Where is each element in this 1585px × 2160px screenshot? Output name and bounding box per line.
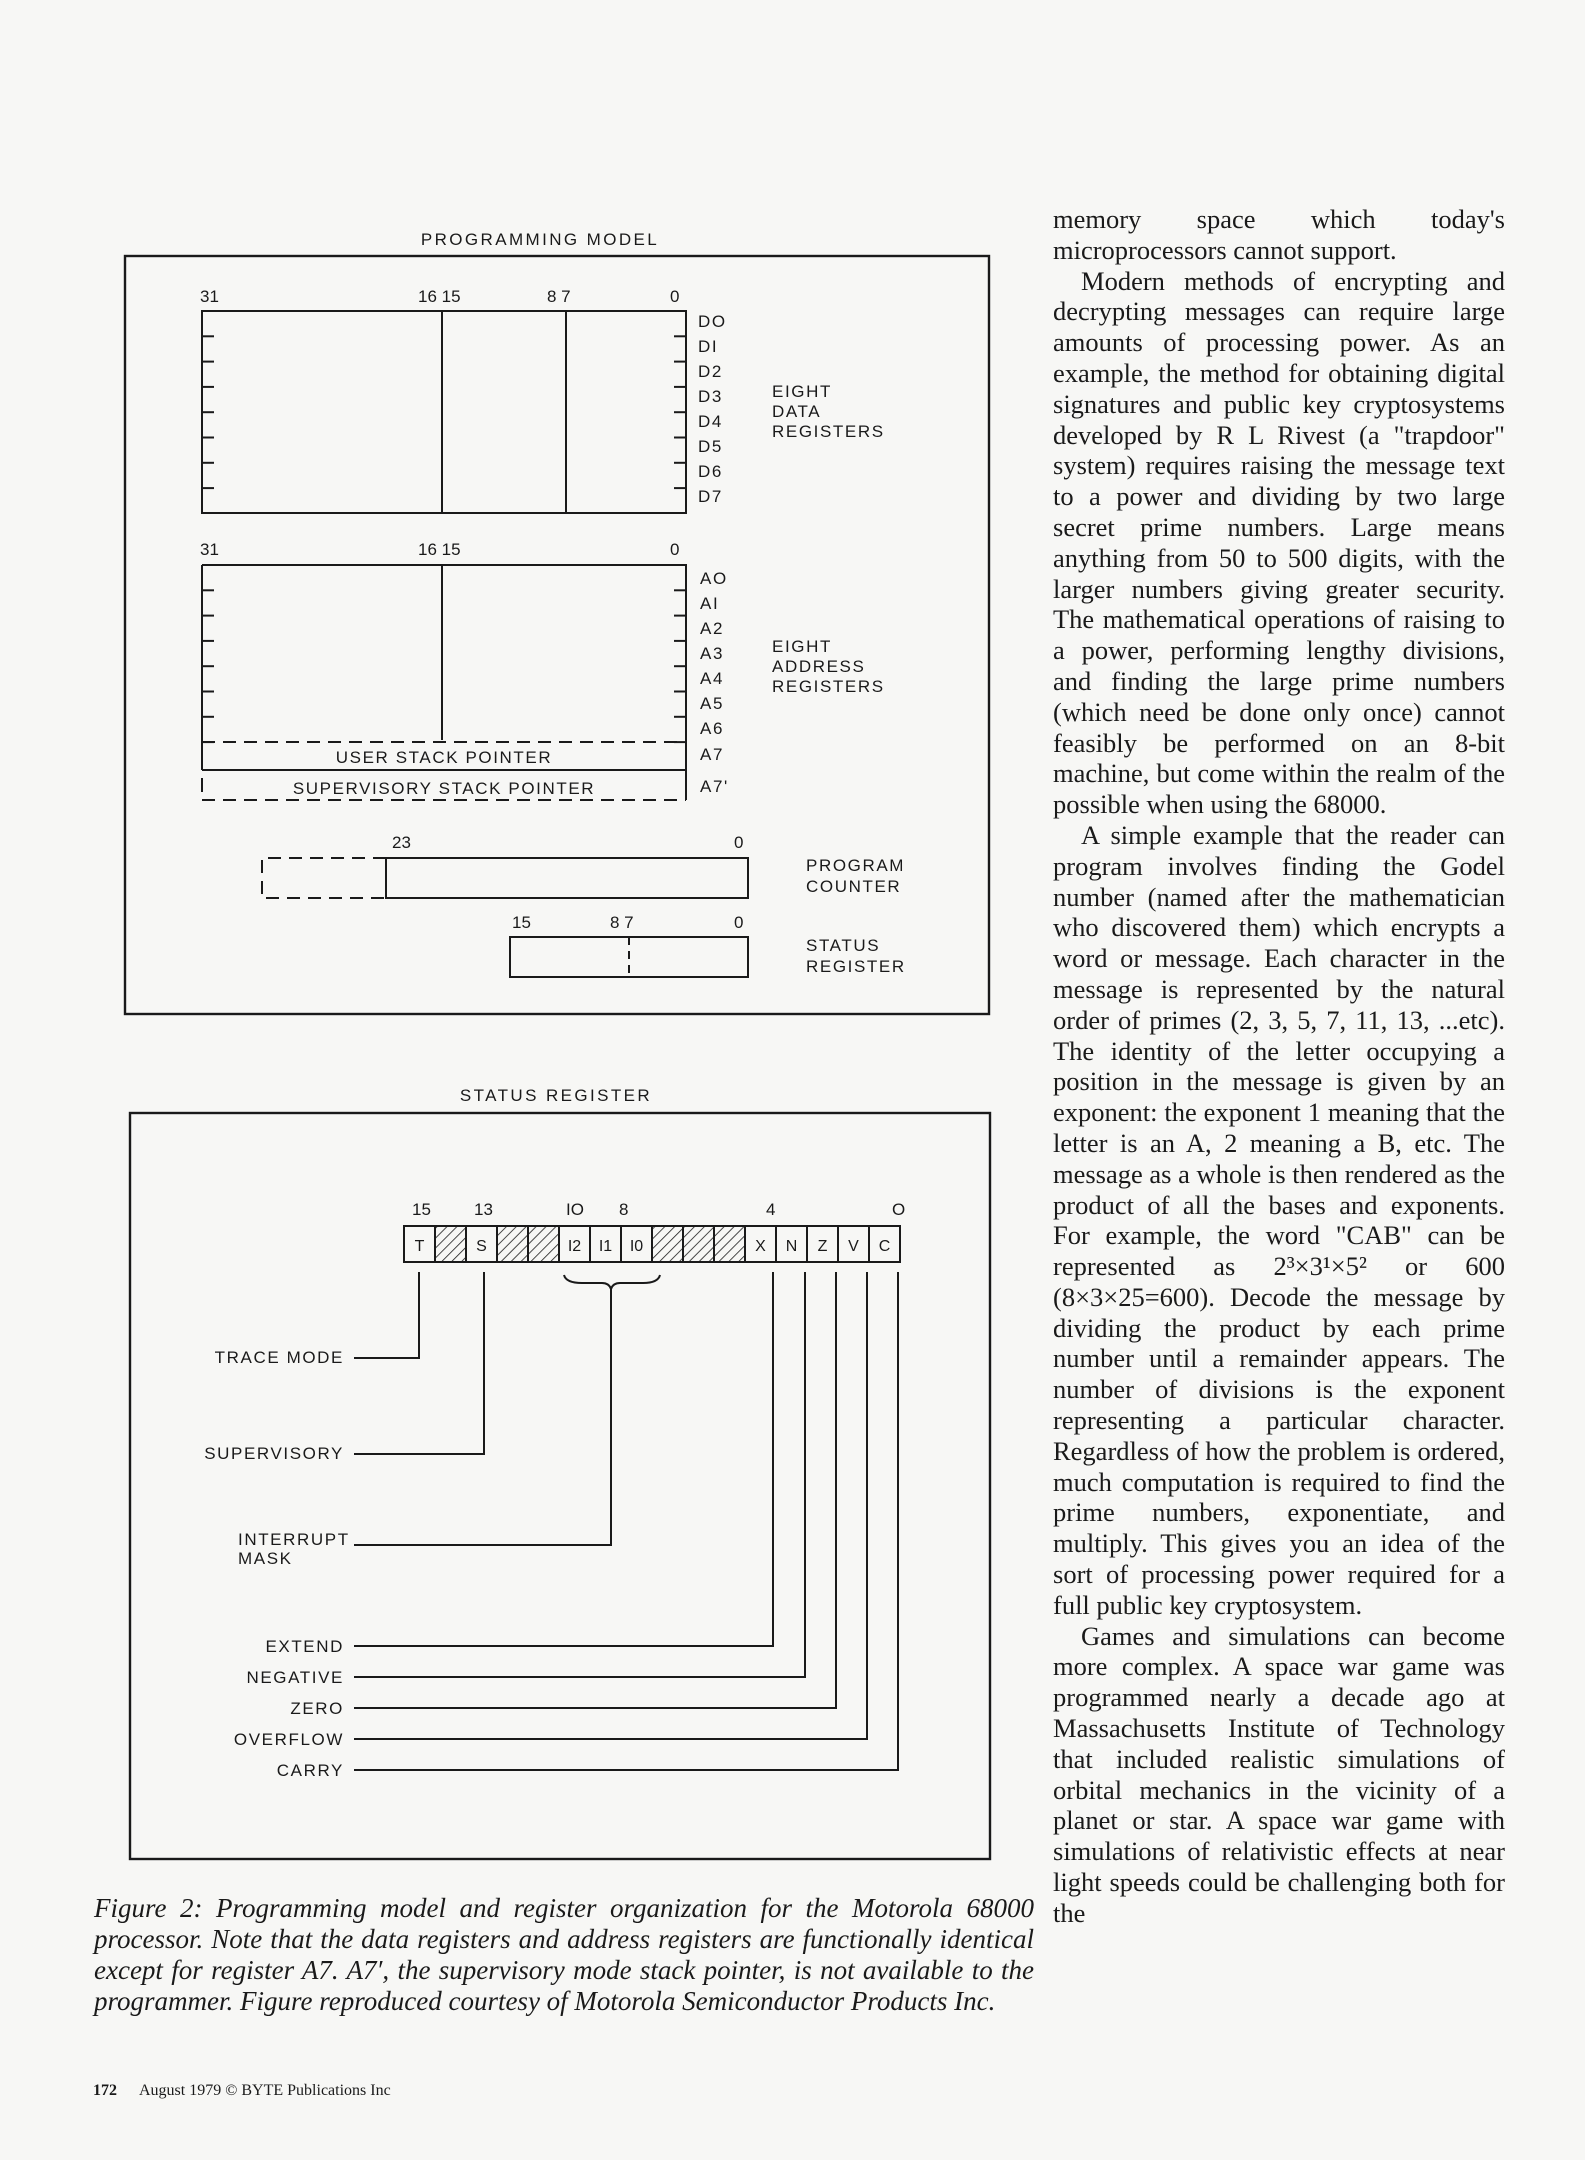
- body-paragraph-1: memory space which today's microprocessors cannot support.: [1053, 204, 1505, 265]
- register-a2: A2: [700, 619, 724, 638]
- flag-interrupt: INTERRUPT: [238, 1530, 350, 1549]
- status-register-box: [510, 937, 748, 977]
- sr-bitnum-0: O: [892, 1200, 906, 1219]
- sr-bitnum-4: 4: [766, 1200, 776, 1219]
- flag-leader-lines: [354, 1272, 898, 1770]
- data-register-block: [202, 311, 686, 513]
- sr-bitnum-13: 13: [474, 1200, 493, 1219]
- sr-bit-label: N: [785, 1238, 798, 1255]
- program-counter-label-2: COUNTER: [806, 877, 902, 896]
- sr-bitnum-15: 15: [412, 1200, 431, 1219]
- data-group-label-2: DATA: [772, 402, 822, 421]
- register-d4: D4: [698, 412, 723, 431]
- register-d7: D7: [698, 487, 723, 506]
- body-paragraph-2: Modern methods of encrypting and decrypting messages can require large amounts of processing power. As an example, the method for obtaining digital signatures and public key cryptosystems developed by R L Rivest (a "trapdoor" system) requires raising the message text to a power and dividing by two large secret prime numbers. Large means anything from 50 to 500 digits, with the larger numbers giving greater security. The mathematical operations of raising to a power, performing lengthy divisions, and finding the large prime numbers (which need be done only once) cannot feasibly be performed on an 8-bit machine, but come within the realm of the possible when using the 68000.: [1053, 265, 1505, 820]
- data-bit-8-7: 8 7: [547, 287, 571, 306]
- data-bit-31: 31: [200, 287, 219, 306]
- data-bit-16-15: 16 15: [418, 287, 461, 306]
- sr-bit-label: I1: [598, 1238, 613, 1255]
- register-d1: DI: [698, 337, 719, 356]
- page-number: 172: [93, 2082, 117, 2099]
- data-group-label-1: EIGHT: [772, 382, 832, 401]
- register-d2: D2: [698, 362, 723, 381]
- flag-overflow: OVERFLOW: [233, 1730, 344, 1749]
- sr-reserved-bit: [714, 1226, 745, 1262]
- register-d0: DO: [698, 312, 727, 331]
- sr-reserved-bit: [497, 1226, 528, 1262]
- sr-bit-label: Z: [817, 1238, 828, 1255]
- sr-reserved-bit: [652, 1226, 683, 1262]
- sr-bit-0: 0: [734, 913, 744, 932]
- register-a5: A5: [700, 694, 724, 713]
- address-group-label-2: ADDRESS: [772, 657, 866, 676]
- status-register-title: STATUS REGISTER: [459, 1086, 653, 1105]
- data-register-labels: [698, 312, 727, 506]
- address-group-label-1: EIGHT: [772, 637, 832, 656]
- sr-reserved-bit: [683, 1226, 714, 1262]
- sr-bit-label: C: [878, 1238, 891, 1255]
- register-a4: A4: [700, 669, 724, 688]
- supervisory-stack-pointer-label: SUPERVISORY STACK POINTER: [292, 779, 596, 798]
- figure-caption: Figure 2: Programming model and register organization for the Motorola 68000 processor. Note that the data registers and address registers are functionally identical except for register A7. A7′, the supervisory mode stack pointer, is not available to the programmer. Figure reproduced courtesy of Motorola Semiconductor Products Inc.: [94, 1893, 1034, 2016]
- body-paragraph-3: A simple example that the reader can program involves finding the Godel number (named after the mathematician who discovered them) which encrypts a word or message. Each character in the message is represented by the natural order of primes (2, 3, 5, 7, 11, 13, ...etc). The identity of the letter occupying a position in the message is given by an exponent: the exponent 1 meaning that the letter is an A, 2 meaning a B, etc. The message as a whole is then rendered as the product of all the bases and exponents. For example, the word "CAB" can be represented as 2³×3¹×5² or 600 (8×3×25=600). Decode the message by dividing the product by each prime number until a remainder appears. The number of divisions is the exponent representing a particular character. Regardless of how the problem is ordered, much computation is required to find the prime numbers, exponentiate, and multiply. This gives you an idea of the sort of processing power required for a full public key cryptosystem.: [1053, 819, 1505, 1620]
- flag-zero: ZERO: [290, 1699, 344, 1718]
- register-d3: D3: [698, 387, 723, 406]
- flag-carry: CARRY: [276, 1761, 344, 1780]
- footer-text: August 1979 © BYTE Publications Inc: [139, 2082, 391, 2099]
- flag-negative: NEGATIVE: [246, 1668, 344, 1687]
- status-register-label-2: REGISTER: [806, 957, 906, 976]
- address-bit-31: 31: [200, 540, 219, 559]
- page-footer: [93, 2082, 391, 2100]
- data-group-label-3: REGISTERS: [772, 422, 885, 441]
- register-a6: A6: [700, 719, 724, 738]
- sr-bitnum-8: 8: [619, 1200, 629, 1219]
- sr-bit-15: 15: [512, 913, 531, 932]
- flag-supervisory: SUPERVISORY: [204, 1444, 344, 1463]
- sr-bitnum-10: IO: [566, 1200, 584, 1219]
- data-bit-0: 0: [670, 287, 680, 306]
- register-a1: AI: [700, 594, 720, 613]
- pc-bit-0: 0: [734, 833, 744, 852]
- program-counter-box: [262, 858, 748, 898]
- sr-bit-8-7: 8 7: [610, 913, 634, 932]
- program-counter-label-1: PROGRAM: [806, 856, 906, 875]
- sr-bit-label: I2: [567, 1238, 582, 1255]
- register-a7: A7: [700, 745, 724, 764]
- pc-bit-23: 23: [392, 833, 411, 852]
- status-register-cells: [404, 1226, 900, 1262]
- address-bit-0: 0: [670, 540, 680, 559]
- sr-reserved-bit: [528, 1226, 559, 1262]
- user-stack-pointer-label: USER STACK POINTER: [335, 748, 553, 767]
- address-bit-16-15: 16 15: [418, 540, 461, 559]
- programming-model-frame: [125, 256, 989, 1014]
- sr-reserved-bit: [435, 1226, 466, 1262]
- address-group-label-3: REGISTERS: [772, 677, 885, 696]
- register-a0: AO: [700, 569, 728, 588]
- sr-bit-label: V: [848, 1238, 859, 1255]
- register-d6: D6: [698, 462, 723, 481]
- flag-trace-mode: TRACE MODE: [214, 1348, 344, 1367]
- status-register-label-1: STATUS: [806, 936, 881, 955]
- body-column: [1053, 204, 1505, 1929]
- register-a7-prime: A7': [700, 777, 729, 796]
- sr-bit-label: S: [476, 1238, 487, 1255]
- register-d5: D5: [698, 437, 723, 456]
- status-register-flags: [204, 1348, 349, 1780]
- register-a3: A3: [700, 644, 724, 663]
- flag-extend: EXTEND: [265, 1637, 344, 1656]
- sr-bit-label: I0: [629, 1238, 644, 1255]
- sr-bit-label: T: [414, 1238, 425, 1255]
- sr-bit-label: X: [755, 1238, 766, 1255]
- programming-model-title: PROGRAMMING MODEL: [420, 230, 660, 249]
- interrupt-mask-brace: [564, 1275, 660, 1289]
- body-paragraph-4: Games and simulations can become more complex. A space war game was programmed nearly a decade ago at Massachusetts Institute of Technology that included realistic simulations of orbital mechanics in the vicinity of a planet or star. A space war game with simulations of relativistic effects at near light speeds could be challenging both for the: [1053, 1620, 1505, 1928]
- flag-mask: MASK: [238, 1549, 293, 1568]
- address-register-labels: [700, 569, 729, 796]
